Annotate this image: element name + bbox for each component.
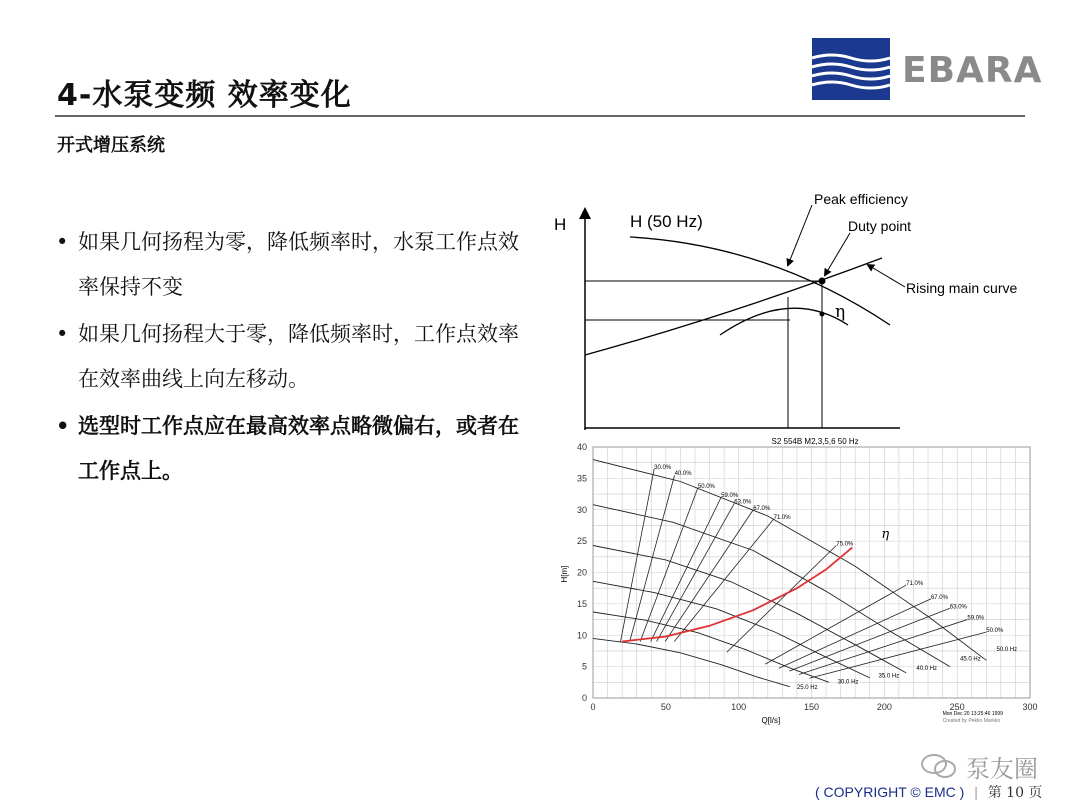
bullet-dot: •: [56, 230, 69, 254]
peak-arrow: [788, 205, 812, 265]
footer-separator: |: [974, 784, 978, 800]
y-tick-label: 35: [576, 473, 587, 484]
efficiency-line: [640, 488, 698, 642]
footer: [815, 782, 1042, 802]
bullet-dot: •: [56, 322, 69, 346]
x-tick-label: 200: [876, 702, 892, 712]
frequency-label: 30.0 Hz: [837, 679, 859, 686]
x-tick-label: 50: [660, 702, 671, 712]
bullet-dot: •: [56, 414, 70, 438]
rising-arrow: [868, 265, 905, 287]
copyright-text: ( COPYRIGHT © EMC ): [815, 784, 965, 800]
efficiency-point-marker: [820, 312, 825, 317]
x-tick-label: 300: [1022, 702, 1038, 712]
chart-timestamp: Mon Dec 20 13:25:46 1999: [942, 711, 1003, 717]
frequency-label: 40.0 Hz: [916, 665, 938, 672]
y-tick-label: 20: [576, 567, 587, 578]
diagram-curve-label: H (50 Hz): [630, 212, 703, 231]
efficiency-line: [621, 469, 655, 642]
y-tick-label: 40: [576, 442, 587, 452]
pump-curve: [593, 638, 790, 686]
bullet-item: [52, 220, 522, 310]
efficiency-line: [727, 546, 836, 653]
bullet-item: [52, 404, 522, 494]
x-tick-label: 100: [731, 702, 747, 712]
chart-created: Created by Pekko Markko: [942, 718, 1001, 724]
efficiency-label: 63.0%: [734, 499, 752, 506]
rising-main-label: Rising main curve: [906, 280, 1018, 296]
eta-label: η: [835, 302, 846, 322]
duty-point-marker: [819, 278, 826, 285]
efficiency-label: 50.0%: [986, 628, 1004, 635]
y-tick-label: 15: [576, 598, 587, 609]
y-tick-label: 0: [581, 693, 587, 703]
bullet-text: 选型时工作点应在最高效率点略微偏右，或者在工作点上。: [78, 414, 519, 483]
bullet-text: 如果几何扬程为零，降低频率时，水泵工作点效率保持不变: [78, 230, 519, 299]
duty-arrow: [825, 233, 850, 275]
slide-title: 4-水泵变频 效率变化: [57, 78, 352, 113]
efficiency-series-red: [622, 547, 852, 641]
pump-curve-diagram: [550, 185, 1060, 430]
efficiency-label: 71.0%: [773, 515, 791, 522]
efficiency-label: 67.0%: [930, 594, 948, 601]
chart-title: S2 554B M2,3,5,6 50 Hz: [771, 437, 859, 446]
wechat-icon: [920, 752, 958, 780]
pump-curve: [593, 581, 870, 678]
frequency-label: 45.0 Hz: [960, 656, 981, 663]
frequency-label: 50.0 Hz: [996, 646, 1018, 653]
efficiency-label: 59.0%: [967, 615, 985, 622]
logo-text: EBARA: [902, 50, 1043, 91]
pump-performance-chart: [555, 435, 1045, 735]
efficiency-label: 30.0%: [654, 464, 672, 471]
efficiency-label: 75.0%: [836, 541, 854, 548]
x-axis-label: Q[l/s]: [761, 716, 781, 725]
chart-eta-label: η: [881, 526, 890, 542]
y-tick-label: 30: [576, 504, 587, 515]
efficiency-line: [809, 632, 986, 678]
bullet-text: 如果几何扬程大于零，降低频率时，工作点效率在效率曲线上向左移动。: [78, 322, 519, 391]
bullet-item: [52, 312, 522, 402]
efficiency-line: [665, 510, 753, 642]
x-tick-label: 0: [590, 702, 596, 712]
efficiency-curve: [720, 308, 848, 335]
efficiency-label: 50.0%: [697, 483, 715, 490]
pump-curve: [593, 612, 829, 682]
y-tick-label: 25: [576, 536, 587, 547]
watermark-text: 泵友圈: [966, 755, 1038, 783]
duty-point-label: Duty point: [848, 218, 912, 234]
pump-curve: [593, 546, 906, 673]
page-number: 第 10 页: [987, 785, 1043, 801]
y-axis-label: H[m]: [560, 565, 569, 583]
slide-subtitle: 开式增压系统: [57, 135, 165, 156]
x-tick-label: 250: [949, 702, 965, 712]
bullet-list: [52, 220, 522, 496]
peak-efficiency-label: Peak efficiency: [814, 191, 908, 207]
x-tick-label: 150: [803, 702, 820, 712]
efficiency-label: 63.0%: [949, 604, 967, 611]
efficiency-label: 67.0%: [753, 505, 771, 512]
efficiency-label: 40.0%: [674, 471, 692, 478]
efficiency-label: 59.0%: [721, 493, 739, 500]
efficiency-label: 71.0%: [906, 581, 924, 588]
title-divider: [55, 115, 1025, 117]
y-tick-label: 10: [576, 630, 587, 641]
diagram-y-label: H: [554, 215, 567, 234]
frequency-label: 35.0 Hz: [878, 673, 900, 680]
y-tick-label: 5: [581, 661, 587, 672]
frequency-label: 25.0 Hz: [796, 685, 818, 692]
